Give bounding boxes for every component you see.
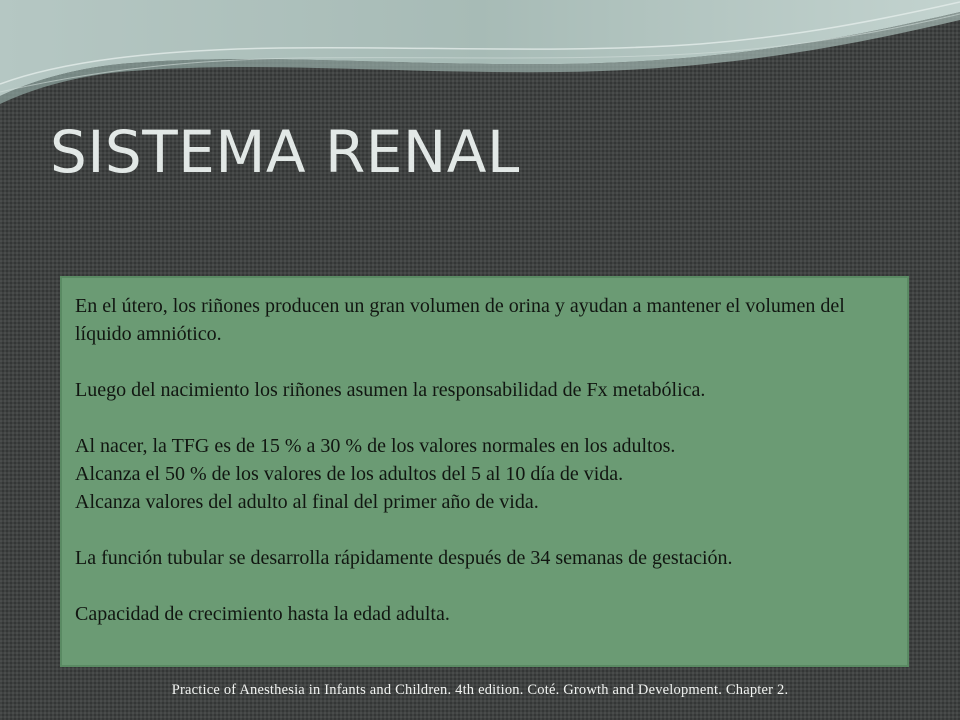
paragraph-amniotic: En el útero, los riñones producen un gran volumen de orina y ayudan a mantener el volumen del líquido amniótico.: [75, 295, 845, 345]
decorative-wave-banner: [0, 0, 960, 110]
line-tfg-birth: Al nacer, la TFG es de 15 % a 30 % de los valores normales en los adultos.: [75, 435, 676, 457]
line-tfg-50-percent: Alcanza el 50 % de los valores de los adultos del 5 al 10 día de vida.: [75, 463, 624, 485]
paragraph-tubular-function: La función tubular se desarrolla rápidamente después de 34 semanas de gestación.: [75, 547, 733, 569]
slide-title: SISTEMA RENAL: [50, 118, 520, 186]
paragraph-metabolic: Luego del nacimiento los riñones asumen la responsabilidad de Fx metabólica.: [75, 379, 706, 401]
footer-citation: Practice of Anesthesia in Infants and Children. 4th edition. Coté. Growth and Development. Chapter 2.: [171, 682, 789, 698]
paragraph-growth-capacity: Capacidad de crecimiento hasta la edad adulta.: [75, 603, 450, 625]
line-tfg-adult: Alcanza valores del adulto al final del primer año de vida.: [75, 491, 539, 513]
content-box: [60, 276, 909, 667]
